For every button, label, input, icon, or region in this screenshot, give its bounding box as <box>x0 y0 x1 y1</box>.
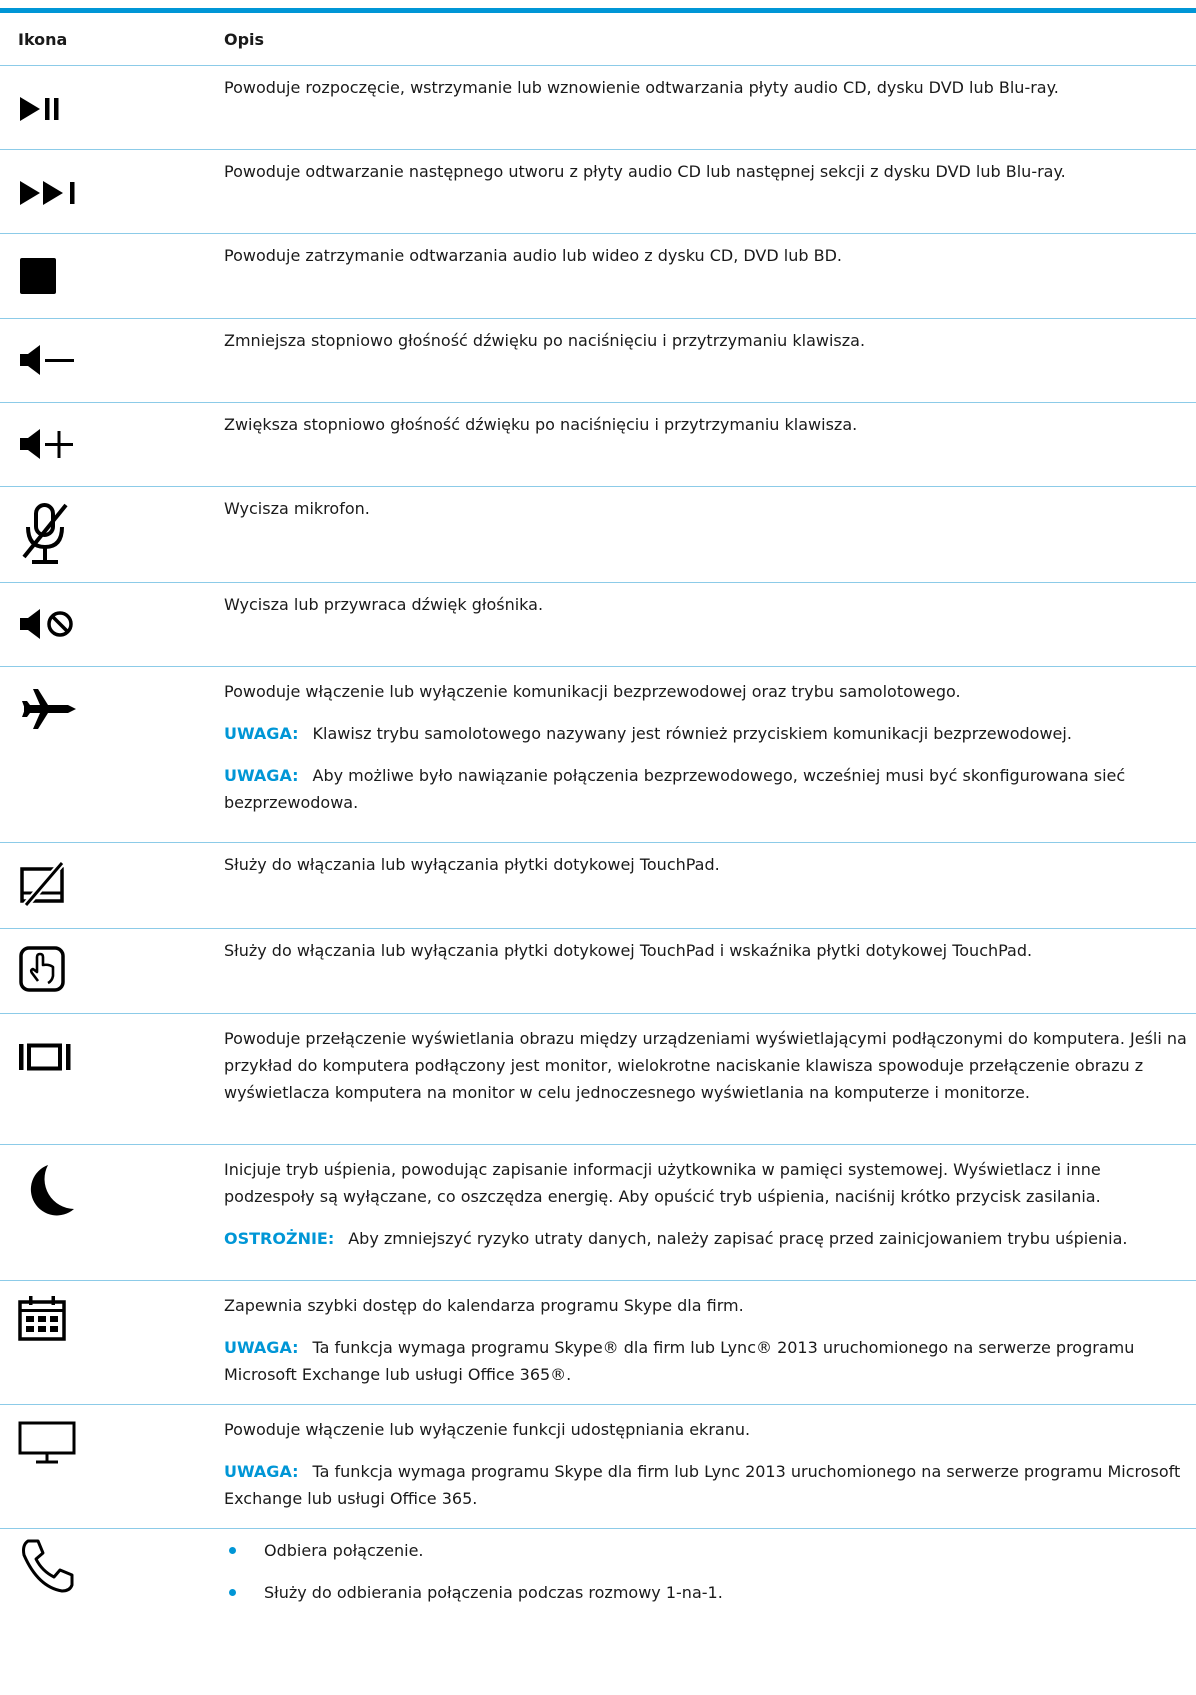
list-item <box>224 1537 1188 1564</box>
bullet-list <box>224 1537 1188 1606</box>
row-description: Powoduje rozpoczęcie, wstrzymanie lub wznowienie odtwarzania płyty audio CD, dysku DVD lub Blu-ray. <box>224 78 1059 97</box>
note <box>224 762 1188 816</box>
display-switch-icon <box>18 1042 74 1072</box>
table-header <box>0 13 1196 66</box>
row-description: Zapewnia szybki dostęp do kalendarza programu Skype dla firm. <box>224 1296 744 1315</box>
sleep-moon-icon <box>18 1161 78 1221</box>
table-row <box>0 234 1196 319</box>
caution <box>224 1225 1188 1252</box>
row-description: Powoduje przełączenie wyświetlania obrazu między urządzeniami wyświetlającymi podłączonymi do komputera. Jeśli na przykład do komputera podłączony jest monitor, wielokrotne naciskanie klawisza spowoduje przełączenie obrazu z wyświetlacza komputera na monitor w celu jednoczesnego wyświetlania na komputerze i monitorze. <box>224 1029 1187 1102</box>
table-row <box>0 1014 1196 1145</box>
table-row <box>0 319 1196 403</box>
note <box>224 1458 1188 1512</box>
volume-down-icon <box>18 344 78 376</box>
next-track-icon <box>18 180 84 206</box>
note-label: UWAGA: <box>224 766 299 785</box>
table-row <box>0 583 1196 667</box>
row-description: Powoduje odtwarzanie następnego utworu z płyty audio CD lub następnej sekcji z dysku DVD lub Blu-ray. <box>224 162 1066 181</box>
volume-up-icon <box>18 428 78 460</box>
bullet-dot <box>229 1547 236 1554</box>
table-row <box>0 487 1196 583</box>
table-row <box>0 403 1196 487</box>
table-row <box>0 667 1196 843</box>
screen-share-icon <box>18 1421 78 1465</box>
note-label: UWAGA: <box>224 724 299 743</box>
row-description: Służy do włączania lub wyłączania płytki dotykowej TouchPad i wskaźnika płytki dotykowej TouchPad. <box>224 941 1033 960</box>
table-row <box>0 1405 1196 1529</box>
note <box>224 720 1188 747</box>
touchpad-toggle-icon <box>18 861 68 907</box>
note-text: Ta funkcja wymaga programu Skype® dla firm lub Lync® 2013 uruchomionego na serwerze programu Microsoft Exchange lub usługi Office 365®. <box>224 1338 1135 1384</box>
row-description: Wycisza mikrofon. <box>224 499 370 518</box>
row-description: Powoduje włączenie lub wyłączenie komunikacji bezprzewodowej oraz trybu samolotowego. <box>224 682 961 701</box>
note-text: Ta funkcja wymaga programu Skype dla firm lub Lync 2013 uruchomionego na serwerze programu Microsoft Exchange lub usługi Office 365. <box>224 1462 1181 1508</box>
column-header-icon: Ikona <box>18 30 68 49</box>
stop-icon <box>18 256 58 296</box>
row-description: Powoduje włączenie lub wyłączenie funkcji udostępniania ekranu. <box>224 1420 751 1439</box>
speaker-mute-icon <box>18 608 78 640</box>
note-text: Klawisz trybu samolotowego nazywany jest również przyciskiem komunikacji bezprzewodowej. <box>312 724 1072 743</box>
bullet-text: Służy do odbierania połączenia podczas rozmowy 1-na-1. <box>264 1583 723 1602</box>
table-row <box>0 1529 1196 1695</box>
microphone-mute-icon <box>18 501 74 567</box>
bullet-dot <box>229 1589 236 1596</box>
row-description: Służy do włączania lub wyłączania płytki dotykowej TouchPad. <box>224 855 720 874</box>
table-row <box>0 66 1196 150</box>
note-label: UWAGA: <box>224 1462 299 1481</box>
calendar-icon <box>18 1295 66 1341</box>
note-label: UWAGA: <box>224 1338 299 1357</box>
airplane-icon <box>18 687 78 731</box>
row-description: Wycisza lub przywraca dźwięk głośnika. <box>224 595 544 614</box>
caution-text: Aby zmniejszyć ryzyko utraty danych, należy zapisać pracę przed zainicjowaniem trybu uśpienia. <box>348 1229 1128 1248</box>
table-row <box>0 843 1196 929</box>
bullet-text: Odbiera połączenie. <box>264 1541 424 1560</box>
note <box>224 1334 1188 1388</box>
row-description: Inicjuje tryb uśpienia, powodując zapisanie informacji użytkownika w pamięci systemowej. Wyświetlacz i inne podzespoły są wyłączane, co oszczędza energię. Aby opuścić tryb uśpienia, naciśnij krótko przycisk zasilania. <box>224 1160 1101 1206</box>
note-text: Aby możliwe było nawiązanie połączenia bezprzewodowego, wcześniej musi być skonfigurowana sieć bezprzewodowa. <box>224 766 1126 812</box>
table-row <box>0 1145 1196 1281</box>
play-pause-icon <box>18 96 64 122</box>
table-row <box>0 1281 1196 1405</box>
table-row <box>0 929 1196 1014</box>
row-description: Zmniejsza stopniowo głośność dźwięku po naciśnięciu i przytrzymaniu klawisza. <box>224 331 866 350</box>
caution-label: OSTROŻNIE: <box>224 1229 335 1248</box>
row-description: Zwiększa stopniowo głośność dźwięku po naciśnięciu i przytrzymaniu klawisza. <box>224 415 858 434</box>
table-row <box>0 150 1196 234</box>
touchpad-indicator-icon <box>18 945 66 993</box>
column-header-description: Opis <box>224 30 265 49</box>
row-description: Powoduje zatrzymanie odtwarzania audio lub wideo z dysku CD, DVD lub BD. <box>224 246 842 265</box>
phone-icon <box>18 1537 78 1595</box>
list-item <box>224 1579 1188 1606</box>
